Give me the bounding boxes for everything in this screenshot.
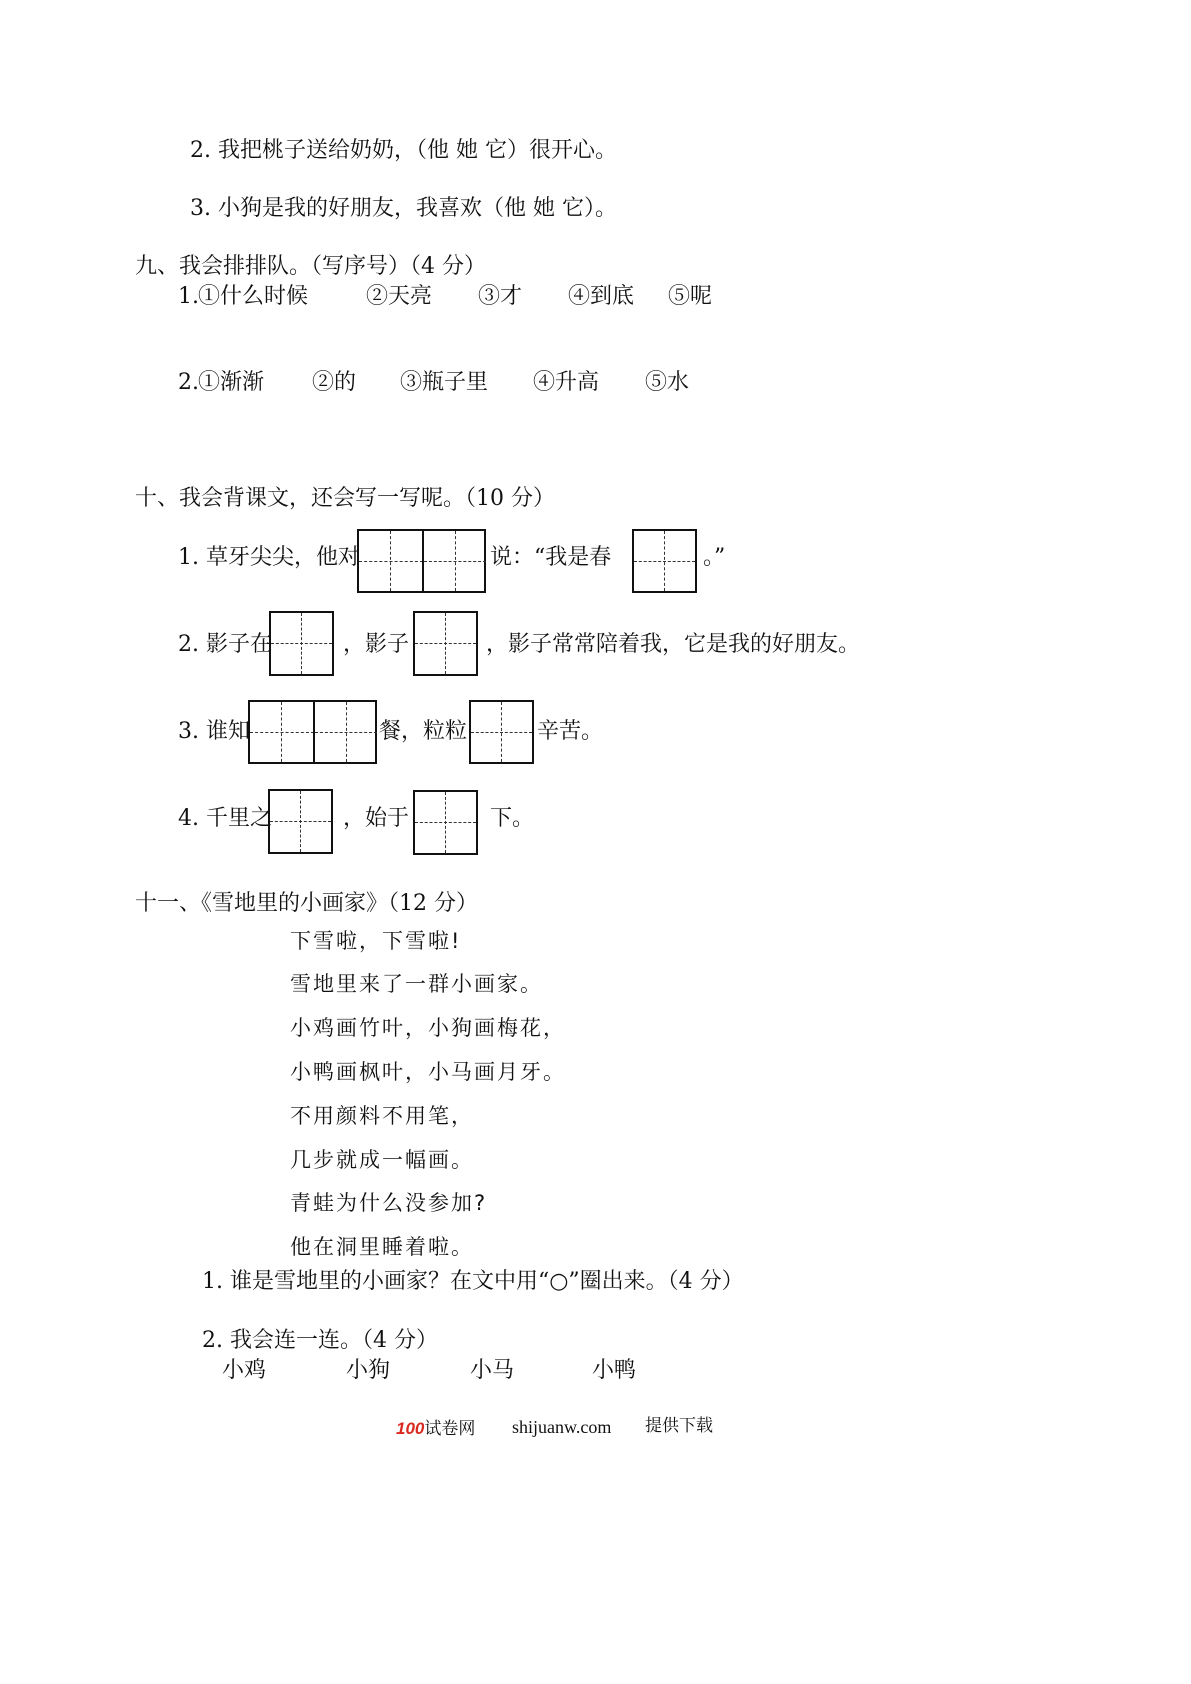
animal-label-horse: 小马 [470,1358,515,1383]
q9-row1-word-2: ②天亮 [366,284,433,309]
poem-line: 雪地里来了一群小画家。 [290,972,543,996]
q9-row1-word-1: ①什么时候 [198,284,309,309]
logo-number: 100 [396,1419,425,1438]
q10-l2-text-a: 2. 影子在 [178,632,272,657]
q10-l3-text-b: 餐，粒粒 [379,719,468,744]
logo-text: 试卷网 [424,1419,476,1439]
q9-row1-word-5: ⑤呢 [668,284,713,309]
q10-l1-text-c: 。” [703,545,726,570]
writing-grid-2char[interactable] [357,529,486,593]
poem-line: 下雪啦，下雪啦! [290,929,462,953]
q9-row2-word-3: ③瓶子里 [400,370,489,395]
animal-label-dog: 小狗 [346,1358,391,1383]
q10-l3-text-c: 辛苦。 [537,719,604,744]
q9-row2-num: 2. [178,370,199,395]
q9-row2-word-2: ②的 [312,370,357,395]
writing-grid-1char[interactable] [413,790,478,855]
q10-l4-text-b: ，始于 [343,806,410,831]
download-note: 提供下载 [645,1416,713,1436]
q10-title: 十、我会背课文，还会写一写呢。（10 分） [135,486,555,511]
q9-title: 九、我会排排队。（写序号）（4 分） [135,254,486,279]
q9-row2-word-5: ⑤水 [645,370,690,395]
q9-row1-word-4: ④到底 [568,284,635,309]
writing-grid-1char[interactable] [269,611,334,676]
q9-row2-word-4: ④升高 [533,370,600,395]
q10-l4-text-c: 下。 [490,806,535,831]
q8-item-3: 3. 小狗是我的好朋友，我喜欢（他 她 它）。 [190,196,617,221]
writing-grid-1char[interactable] [632,529,697,593]
writing-grid-1char[interactable] [413,611,478,676]
q8-item-2: 2. 我把桃子送给奶奶，（他 她 它）很开心。 [190,138,617,163]
animal-label-chicken: 小鸡 [222,1358,267,1383]
poem-line: 小鸭画枫叶，小马画月牙。 [290,1060,566,1084]
poem-line: 他在洞里睡着啦。 [290,1235,474,1259]
poem-line: 小鸡画竹叶，小狗画梅花， [290,1016,566,1040]
q9-row2-word-1: ①渐渐 [198,370,265,395]
q10-l2-text-b: ，影子 [343,632,410,657]
q10-l4-text-a: 4. 千里之 [178,806,272,831]
q11-sub-2: 2. 我会连一连。（4 分） [202,1328,438,1353]
q10-l2-text-c: ，影子常常陪着我，它是我的好朋友。 [486,632,861,657]
site-url: shijuanw.com [512,1417,612,1437]
site-logo [396,1417,475,1439]
writing-grid-1char[interactable] [469,700,534,764]
q11-title: 十一、《雪地里的小画家》（12 分） [135,891,478,916]
animal-label-duck: 小鸭 [592,1358,637,1383]
poem-line: 不用颜料不用笔， [290,1104,474,1128]
q9-row1-word-3: ③才 [478,284,523,309]
q10-l3-text-a: 3. 谁知 [178,719,250,744]
q11-sub-1: 1. 谁是雪地里的小画家？在文中用“○”圈出来。（4 分） [202,1269,744,1294]
poem-line: 青蛙为什么没参加? [290,1191,488,1215]
q9-row1-num: 1. [178,284,199,309]
writing-grid-2char[interactable] [248,700,377,764]
poem-line: 几步就成一幅画。 [290,1148,474,1172]
q10-l1-text-a: 1. 草牙尖尖，他对 [178,545,360,570]
q10-l1-text-b: 说：“我是春 [490,545,612,570]
writing-grid-1char[interactable] [268,789,333,854]
